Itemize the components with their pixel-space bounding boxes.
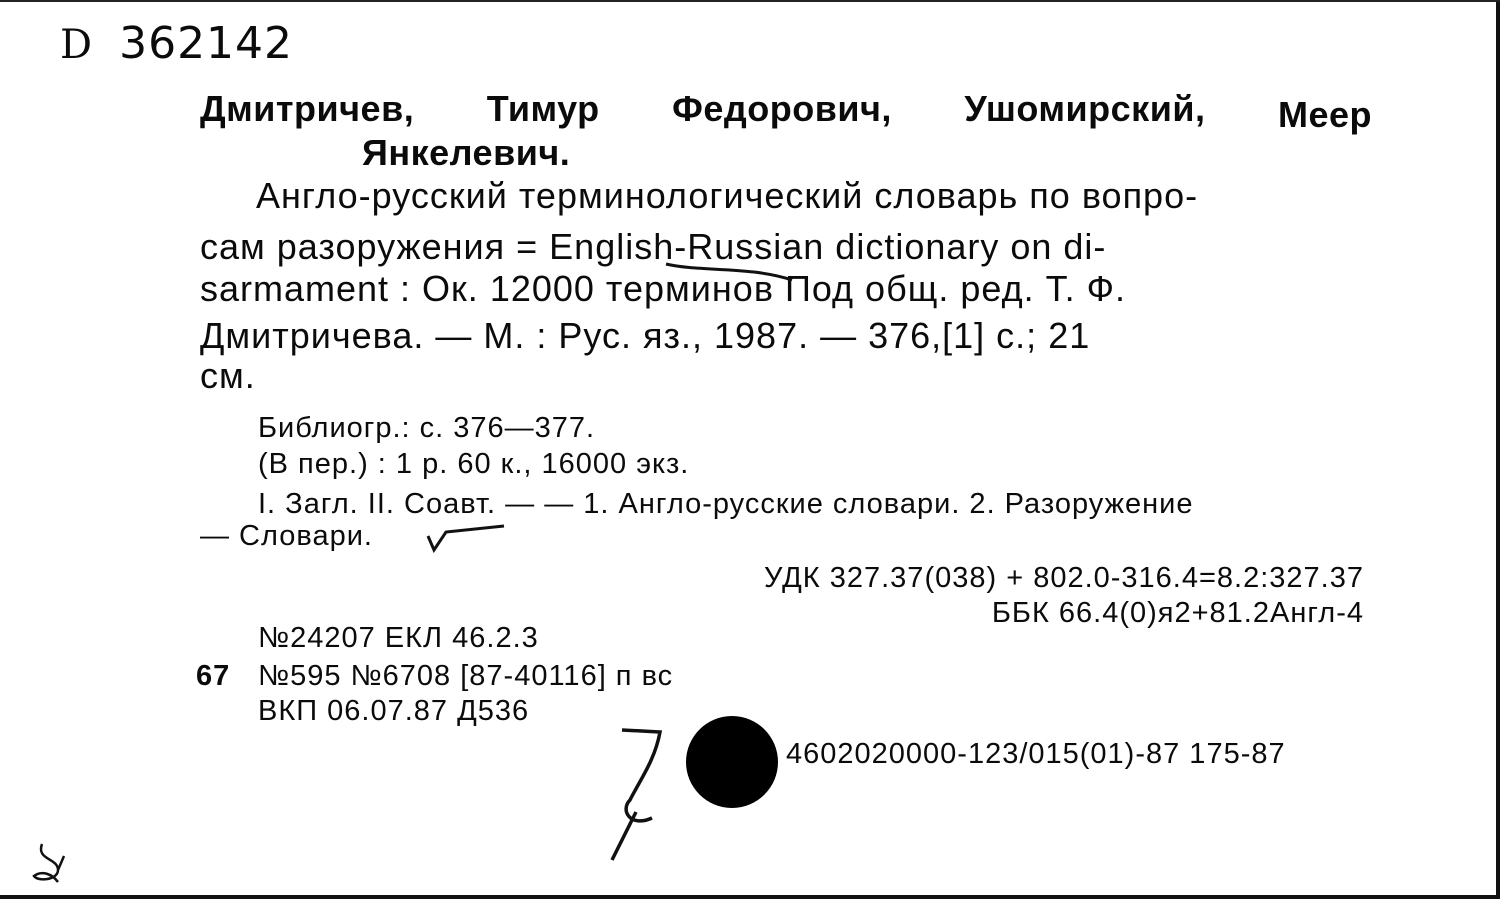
tracings-line-2: — Словари. (200, 520, 373, 552)
authors-line-2: Янкелевич. (362, 132, 571, 173)
authors-line-1 (200, 88, 1372, 136)
ekl-line: №24207 ЕКЛ 46.2.3 (258, 622, 539, 654)
handwritten-seven (600, 720, 680, 870)
title-line-5: см. (200, 355, 256, 396)
checkmark-icon (424, 522, 508, 554)
biblio-note: Библиогр.: с. 376—377. (258, 412, 596, 444)
author-word-2: Тимур (486, 88, 600, 129)
call-prefix: D (60, 22, 94, 68)
title-line-4: Дмитричева. — М. : Рус. яз., 1987. — 376,[1] с.; 21 (200, 315, 1091, 356)
underline-mark (660, 258, 800, 288)
udk-line: УДК 327.37(038) + 802.0-316.4=8.2:327.37 (764, 562, 1364, 594)
call-number-value: 362142 (119, 18, 294, 69)
black-dot-mark (686, 716, 778, 808)
author-word-1: Дмитричев, (200, 88, 415, 129)
author-word-4: Ушомирский, (964, 88, 1206, 129)
author-word-3: Федорович, (672, 88, 892, 129)
author-word-5: Меер (1277, 94, 1372, 135)
vkp-line: ВКП 06.07.87 Д536 (258, 695, 530, 727)
isbn-code: 4602020000-123/015(01)-87 175-87 (786, 738, 1286, 770)
records-number: 67 (196, 660, 231, 692)
title-line-1: Англо-русский терминологический словарь по вопро- (256, 175, 1199, 216)
title-line-3: sarmament : Ок. 12000 терминов Под общ. ред. Т. Ф. (200, 268, 1126, 309)
title-line-2: сам разоружения = English-Russian dictionary on di- (200, 226, 1107, 267)
price-note: (В пер.) : 1 р. 60 к., 16000 экз. (258, 448, 690, 480)
call-number (60, 18, 293, 69)
bbk-line: ББК 66.4(0)я2+81.2Англ-4 (991, 597, 1364, 629)
card-top-edge (0, 0, 1500, 2)
tracings-line-1: I. Загл. II. Соавт. — — 1. Англо-русские словари. 2. Разоружение (258, 488, 1194, 520)
handwritten-corner-mark (28, 836, 78, 886)
records-nos: №595 №6708 [87-40116] п вс (258, 660, 674, 692)
